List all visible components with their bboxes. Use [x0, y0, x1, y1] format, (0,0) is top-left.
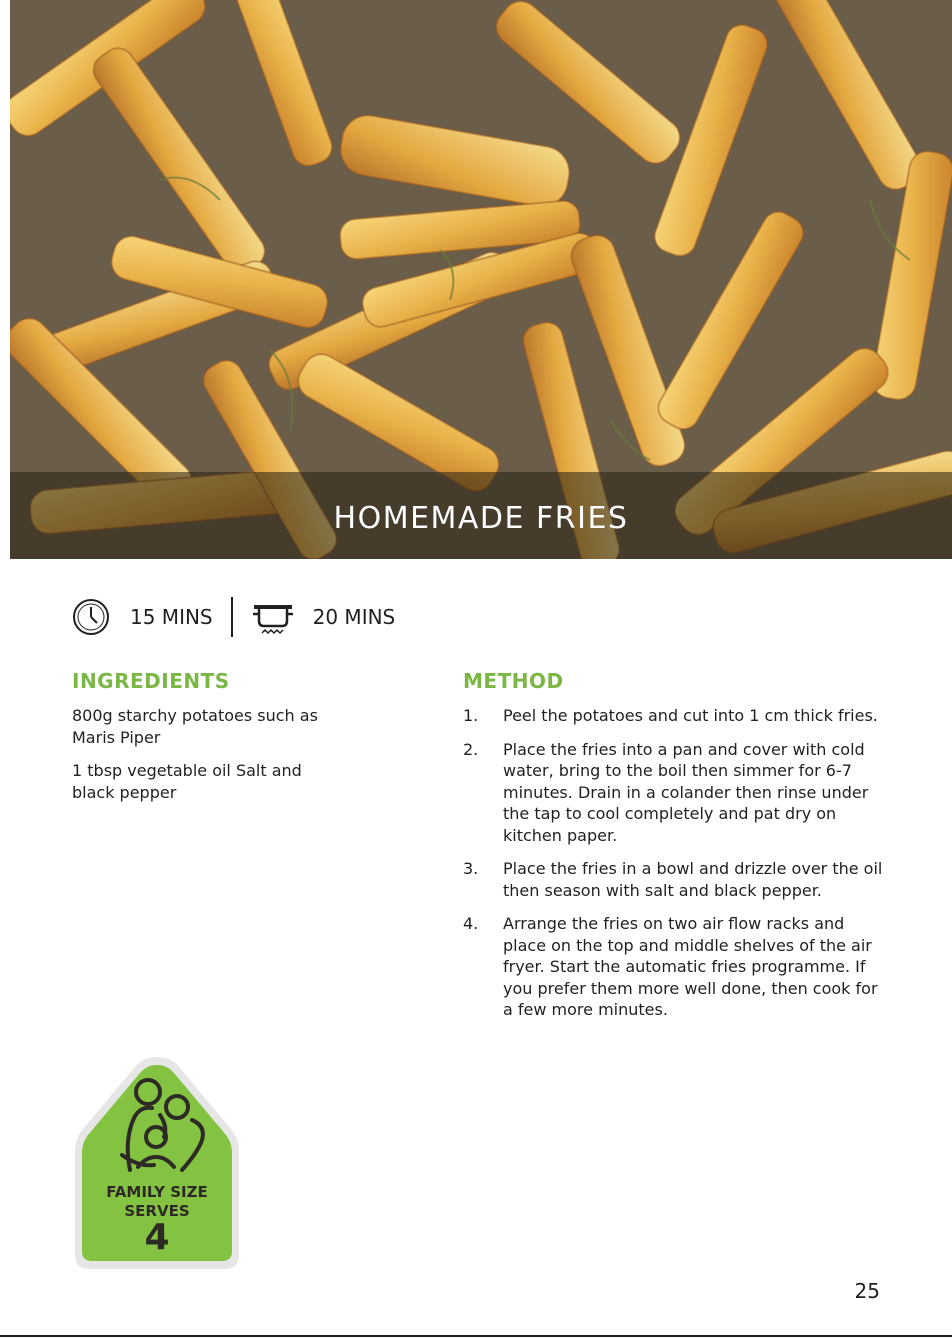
bottom-rule	[0, 1335, 952, 1337]
pot-icon	[253, 598, 291, 636]
time-divider	[231, 597, 233, 637]
step-text: Place the fries into a pan and cover with cold water, bring to the boil then simmer for 6-7 minutes. Drain in a colander then rinse under the tap to cool completely and pat dry on kitchen paper.	[503, 739, 869, 845]
method-step	[463, 739, 883, 847]
ingredients-heading: INGREDIENTS	[72, 669, 230, 693]
step-number: 2.	[463, 739, 479, 759]
method-step	[463, 705, 883, 727]
hero-photo	[10, 0, 952, 559]
step-number: 3.	[463, 859, 479, 878]
ingredients-list	[72, 705, 332, 815]
step-text: Place the fries in a bowl and drizzle over the oil then season with salt and black pepper.	[503, 859, 883, 900]
time-row	[72, 597, 395, 637]
step-text: Peel the potatoes and cut into 1 cm thick fries.	[503, 706, 878, 725]
method-step	[463, 913, 883, 1021]
step-number: 1.	[463, 706, 479, 725]
method-step	[463, 858, 883, 901]
page-number: 25	[854, 1279, 880, 1303]
badge-line-serves: SERVES	[124, 1202, 190, 1220]
cook-time: 20 MINS	[312, 605, 396, 629]
list-item: 800g starchy potatoes such as Maris Piper	[72, 706, 318, 747]
badge-serves-number: 4	[144, 1217, 170, 1258]
step-text: Arrange the fries on two air flow racks and place on the top and middle shelves of the air fryer. Start the automatic fries programme. If you prefer them more well done, then cook for a few more minutes.	[503, 914, 878, 1019]
prep-time: 15 MINS	[130, 605, 213, 629]
title-band	[10, 472, 952, 559]
step-number: 4.	[463, 914, 479, 933]
family-size-badge	[72, 1055, 242, 1271]
clock-icon	[72, 598, 110, 636]
recipe-title: HOMEMADE FRIES	[333, 501, 629, 536]
list-item: 1 tbsp vegetable oil Salt and black pepper	[72, 761, 302, 802]
method-heading: METHOD	[463, 669, 564, 693]
badge-line-family-size: FAMILY SIZE	[106, 1183, 208, 1201]
method-list	[463, 705, 883, 1033]
